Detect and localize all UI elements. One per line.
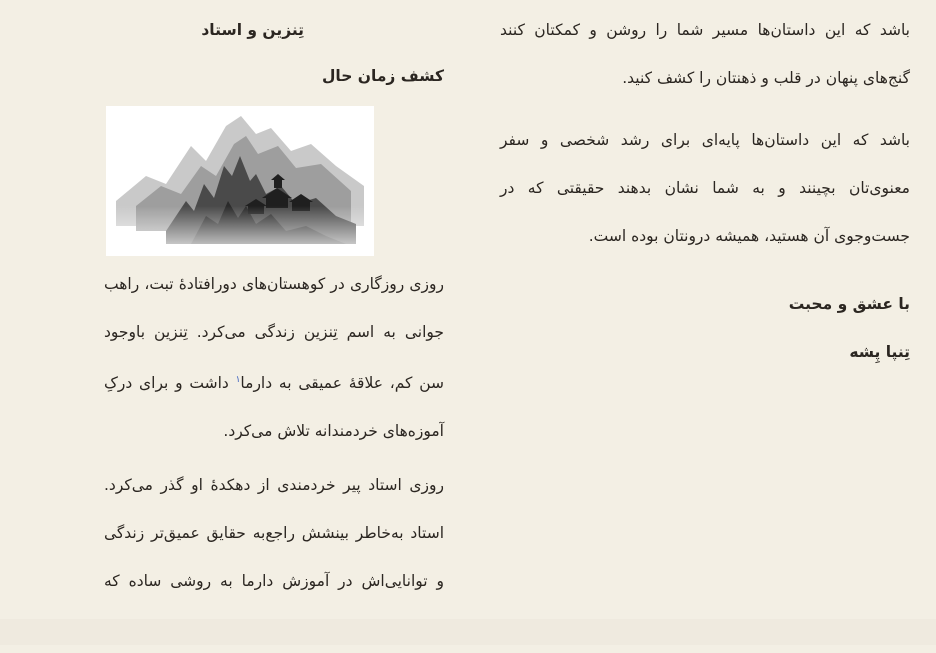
mountain-monastery-icon [106,106,374,256]
footnote-marker[interactable]: ۱ [235,375,241,385]
story-paragraph-1 [104,260,444,455]
story-paragraph-1-part-b: داشت و برای درکِ آموزه‌های خردمندانه تلاش می‌کرد. [104,374,444,441]
story-paragraph-2: روزی استاد پیر خردمندی از دهکدهٔ او گذر می‌کرد. استاد به‌خاطر بینشش راجع‌به حقایق عمیق‌تر زندگی و توانایی‌اش در آموزش دارما به روشی ساده که [104,476,444,591]
chapter-title: تِنزین و استاد [201,21,304,39]
mountain-monastery-illustration [106,106,374,256]
left-page [104,0,444,653]
dedication-author: تِنپا پِشه [849,343,910,361]
dedication-line-1: با عشق و محبت [788,295,910,313]
page-bottom-band [0,619,936,645]
intro-paragraph-1: باشد که این داستان‌ها مسیر شما را روشن و کمکتان کنند گنج‌های پنهان در قلب و ذهنتان را کشف کنید. [500,21,910,87]
story-paragraph-1-part-a: روزی روزگاری در کوهستان‌های دورافتادهٔ تبت، راهب جوانی به اسم تِنزین زندگی می‌کرد. تِنزین باوجود سن کم، علاقهٔ عمیقی به دارما [104,275,444,393]
intro-paragraph-2: باشد که این داستان‌ها پایه‌ای برای رشد شخصی و سفر معنوی‌تان بچینند و به شما نشان بدهند حقیقتی که در جست‌وجوی آن هستید، همیشه درونتان بوده است. [500,131,910,245]
right-page [500,0,910,376]
chapter-subtitle: کشف زمان حال [321,67,444,85]
